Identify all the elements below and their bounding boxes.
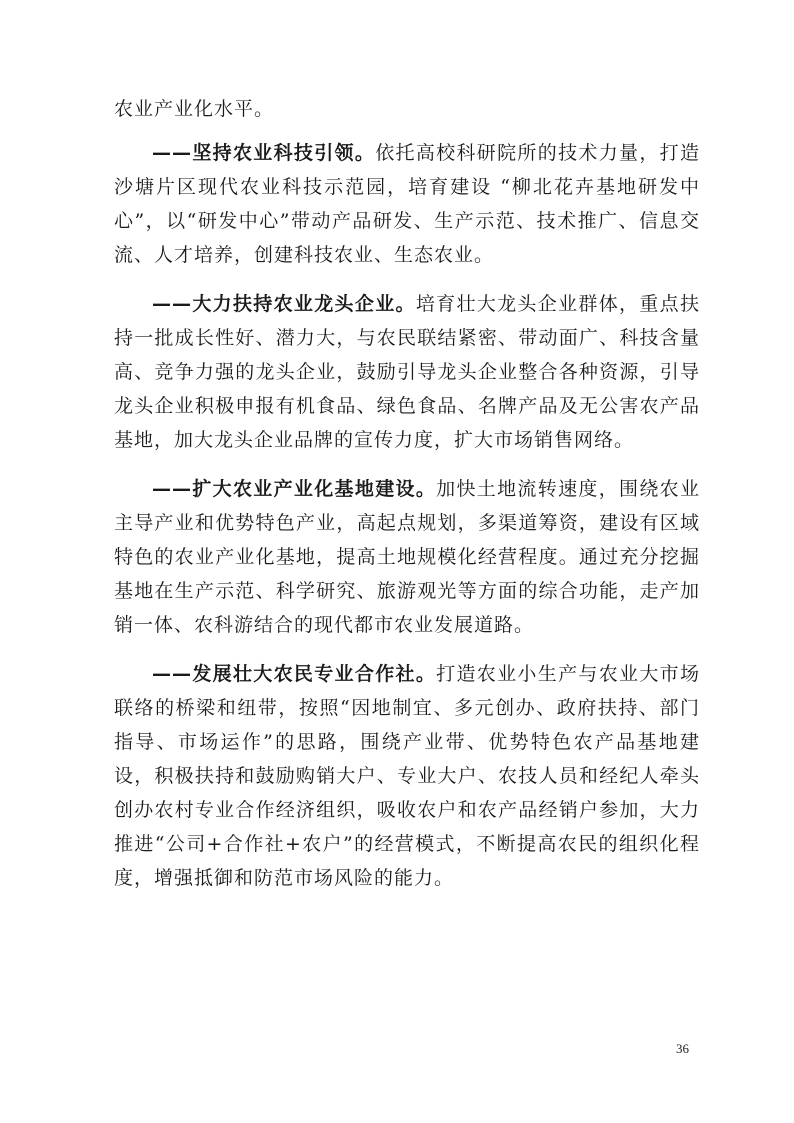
paragraph-text: 培育壮大龙头企业群体，重点扶持一批成长性好、潜力大，与农民联结紧密、带动面广、科技含量高、竞争力强的龙头企业，鼓励引导龙头企业整合各种资源，引导龙头企业积极申报有机食品、绿色食品、名牌产品及无公害农产品基地，加大龙头企业品牌的宣传力度，扩大市场销售网络。 xyxy=(114,293,700,451)
paragraph-heading: ——发展壮大农民专业合作社。 xyxy=(152,663,437,685)
paragraph-text: 加快土地流转速度，围绕农业主导产业和优势特色产业，高起点规划，多渠道筹资，建设有区域特色的农业产业化基地，提高土地规模化经营程度。通过充分挖掘基地在生产示范、科学研究、旅游观光等方面的综合功能，走产加销一体、农科游结合的现代都市农业发展道路。 xyxy=(114,478,700,636)
paragraph-leading-enterprises xyxy=(114,287,700,457)
page-body xyxy=(114,92,700,895)
paragraph-cooperatives xyxy=(114,657,700,895)
paragraph-continuation xyxy=(114,92,700,126)
paragraph-tech-leadership xyxy=(114,136,700,272)
paragraph-heading: ——大力扶持农业龙头企业。 xyxy=(152,293,416,315)
page-number: 36 xyxy=(676,1041,689,1056)
paragraph-text: 依托高校科研院所的技术力量，打造沙塘片区现代农业科技示范园，培育建设 “柳北花卉基地研发中心”，以“研发中心”带动产品研发、生产示范、技术推广、信息交流、人才培养，创建科技农业、生态农业。 xyxy=(114,142,700,266)
paragraph-heading: ——扩大农业产业化基地建设。 xyxy=(152,478,437,500)
paragraph-text: 打造农业小生产与农业大市场联络的桥梁和纽带，按照“因地制宜、多元创办、政府扶持、部门指导、市场运作”的思路，围绕产业带、优势特色农产品基地建设，积极扶持和鼓励购销大户、专业大户、农技人员和经纪人牵头创办农村专业合作经济组织，吸收农户和农产品经销户参加，大力推进“公司+合作社+农户”的经营模式，不断提高农民的组织化程度，增强抵御和防范市场风险的能力。 xyxy=(114,663,700,889)
paragraph-heading: ——坚持农业科技引领。 xyxy=(152,142,376,164)
paragraph-industrial-bases xyxy=(114,472,700,642)
paragraph-text: 农业产业化水平。 xyxy=(114,98,275,120)
